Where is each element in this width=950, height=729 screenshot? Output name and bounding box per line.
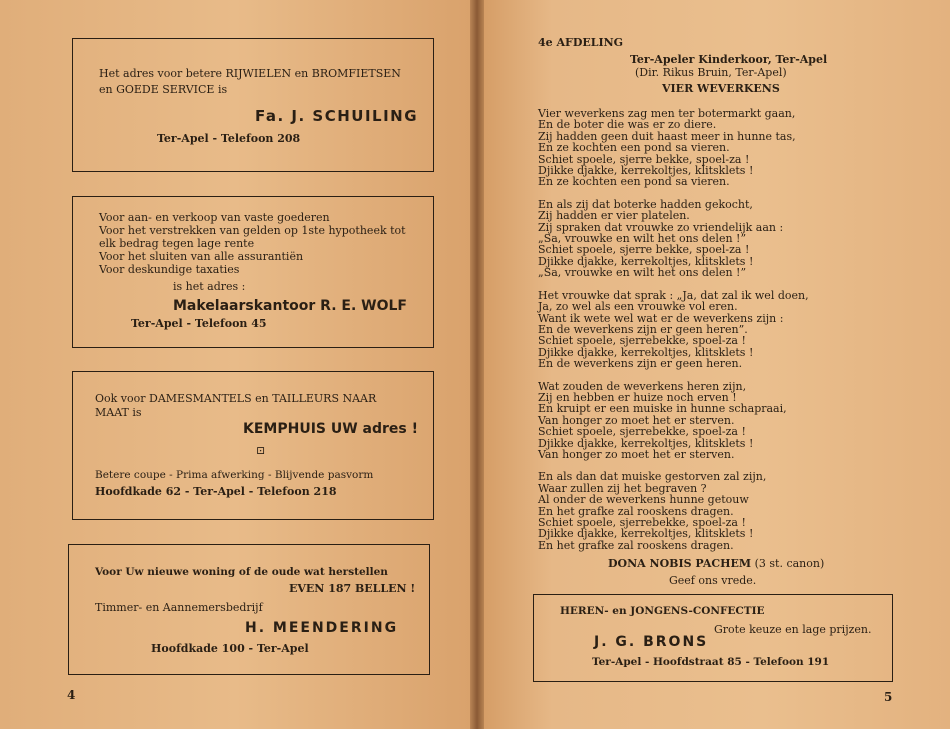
poem-line: En als zij dat boterke hadden gekocht, xyxy=(538,197,753,211)
ad-text: Ook voor DAMESMANTELS en TAILLEURS NAAR xyxy=(95,392,377,405)
section-heading: 4e AFDELING xyxy=(538,36,624,49)
poem-line: En ze kochten een pond sa vieren. xyxy=(538,141,730,155)
poem xyxy=(538,108,809,562)
poem-line: Schiet spoele, sjerrebekke, spoel-za ! xyxy=(538,425,746,439)
choir-director: (Dir. Rikus Bruin, Ter-Apel) xyxy=(635,66,787,79)
ad-contact: Ter-Apel - Telefoon 208 xyxy=(157,132,301,145)
ad-business-name: KEMPHUIS UW adres ! xyxy=(243,421,418,437)
poem-line: Schiet spoele, sjerrebekke, spoel-za ! xyxy=(538,334,746,348)
ad-text: MAAT is xyxy=(95,406,142,419)
poem-line: En het grafke zal rooskens dragen. xyxy=(538,504,734,518)
poem-line: En de weverkens zijn er geen heren. xyxy=(538,357,743,371)
canon-translation: Geef ons vrede. xyxy=(669,574,757,587)
poem-line: Zij en hebben er huize noch erven ! xyxy=(538,390,737,404)
poem-line: Schiet spoele, sjerrebekke, spoel-za ! xyxy=(538,516,746,529)
canon-heading xyxy=(608,557,824,570)
poem-line: Djikke djakke, kerrekoltjes, klitsklets ! xyxy=(538,254,754,268)
ad-text: EVEN 187 BELLEN ! xyxy=(289,582,416,595)
poem-line: Van honger zo moet het er sterven. xyxy=(538,413,735,427)
ad-contact: Hoofdkade 100 - Ter-Apel xyxy=(151,642,309,655)
poem-line: En ze kochten een pond sa vieren. xyxy=(538,175,730,189)
poem-stanza xyxy=(538,290,809,370)
ad-business-name: Makelaarskantoor R. E. WOLF xyxy=(173,298,407,314)
ad-features: Betere coupe - Prima afwerking - Blijvende pasvorm xyxy=(95,469,374,481)
poem-line: Zij hadden er vier platelen. xyxy=(538,209,690,223)
ad-contact: Hoofdkade 62 - Ter-Apel - Telefoon 218 xyxy=(95,485,337,498)
poem-line: „Sa, vrouwke en wilt het ons delen !” xyxy=(538,266,747,280)
ad-brons xyxy=(533,594,893,682)
poem-line: En als dan dat muiske gestorven zal zijn, xyxy=(538,470,767,484)
ad-contact: Ter-Apel - Hoofdstraat 85 - Telefoon 191 xyxy=(592,656,830,668)
ad-text: is het adres : xyxy=(173,280,246,293)
ad-text: Voor het sluiten van alle assurantiën xyxy=(99,250,304,263)
ad-kemphuis xyxy=(72,371,434,520)
canon-note: (3 st. canon) xyxy=(754,557,825,570)
ad-text: Voor aan- en verkoop van vaste goederen xyxy=(99,211,330,224)
ad-header: HEREN- en JONGENS-CONFECTIE xyxy=(560,605,765,617)
poem-line: En kruipt er een muiske in hunne schapraai, xyxy=(538,402,787,416)
ad-schuiling xyxy=(72,38,434,172)
ad-symbol: ⊡ xyxy=(256,444,266,457)
poem-line: Djikke djakke, kerrekoltjes, klitsklets ! xyxy=(538,164,754,178)
ad-text: Het adres voor betere RIJWIELEN en BROMFIETSEN xyxy=(99,67,401,80)
poem-line: Djikke djakke, kerrekoltjes, klitsklets ! xyxy=(538,436,754,450)
poem-line: Waar zullen zij het begraven ? xyxy=(538,481,707,495)
poem-line: Zij hadden geen duit haast meer in hunne tas, xyxy=(538,129,796,143)
poem-line: En de weverkens zijn er geen heren”. xyxy=(538,322,748,336)
ad-business-name: Fa. J. SCHUILING xyxy=(255,107,419,125)
poem-line: Want ik wete wel wat er de weverkens zijn : xyxy=(538,311,784,325)
book-gutter xyxy=(470,0,484,729)
poem-line: Schiet spoele, sjerre bekke, spoel-za ! xyxy=(538,243,750,257)
poem-line: Van honger zo moet het er sterven. xyxy=(538,447,735,461)
poem-line: „Sa, vrouwke en wilt het ons delen !” xyxy=(538,232,747,246)
poem-line: Al onder de weverkens hunne getouw xyxy=(538,493,749,507)
ad-text: elk bedrag tegen lage rente xyxy=(99,237,255,250)
ad-meendering xyxy=(68,544,430,675)
ad-text: Voor Uw nieuwe woning of de oude wat herstellen xyxy=(95,566,388,578)
choir-name: Ter-Apeler Kinderkoor, Ter-Apel xyxy=(630,53,828,66)
ad-text: Voor het verstrekken van gelden op 1ste hypotheek tot xyxy=(99,224,406,237)
poem-line: Djikke djakke, kerrekoltjes, klitsklets ! xyxy=(538,345,754,359)
poem-stanza xyxy=(538,199,809,279)
ad-text: Voor deskundige taxaties xyxy=(99,263,240,276)
ad-slogan: Grote keuze en lage prijzen. xyxy=(714,623,872,636)
ad-wolf xyxy=(72,196,434,348)
canon-title: DONA NOBIS PACHEM xyxy=(608,557,752,570)
song-title: VIER WEVERKENS xyxy=(662,82,780,95)
poem-line: Zij spraken dat vrouwke zo vriendelijk aan : xyxy=(538,220,784,234)
page-number-left: 4 xyxy=(67,688,76,702)
page-number-right: 5 xyxy=(884,690,893,704)
poem-line: Vier weverkens zag men ter botermarkt gaan, xyxy=(538,107,796,120)
poem-stanza xyxy=(538,471,809,551)
poem-line: Ja, zo wel als een vrouwke vol eren. xyxy=(538,300,738,314)
poem-line: Wat zouden de weverkens heren zijn, xyxy=(538,379,747,393)
poem-line: En de boter die was er zo diere. xyxy=(538,118,717,132)
poem-stanza xyxy=(538,108,809,188)
poem-line: Djikke djakke, kerrekoltjes, klitsklets ! xyxy=(538,527,754,541)
ad-text: Timmer- en Aannemersbedrijf xyxy=(95,601,263,614)
poem-line: Het vrouwke dat sprak : „Ja, dat zal ik wel doen, xyxy=(538,288,809,302)
ad-contact: Ter-Apel - Telefoon 45 xyxy=(131,317,267,330)
poem-line: Schiet spoele, sjerre bekke, spoel-za ! xyxy=(538,152,750,166)
poem-stanza xyxy=(538,381,809,461)
poem-line: En het grafke zal rooskens dragen. xyxy=(538,538,734,552)
ad-business-name: H. MEENDERING xyxy=(245,620,399,636)
ad-text: en GOEDE SERVICE is xyxy=(99,83,228,96)
ad-business-name: J. G. BRONS xyxy=(594,634,709,650)
